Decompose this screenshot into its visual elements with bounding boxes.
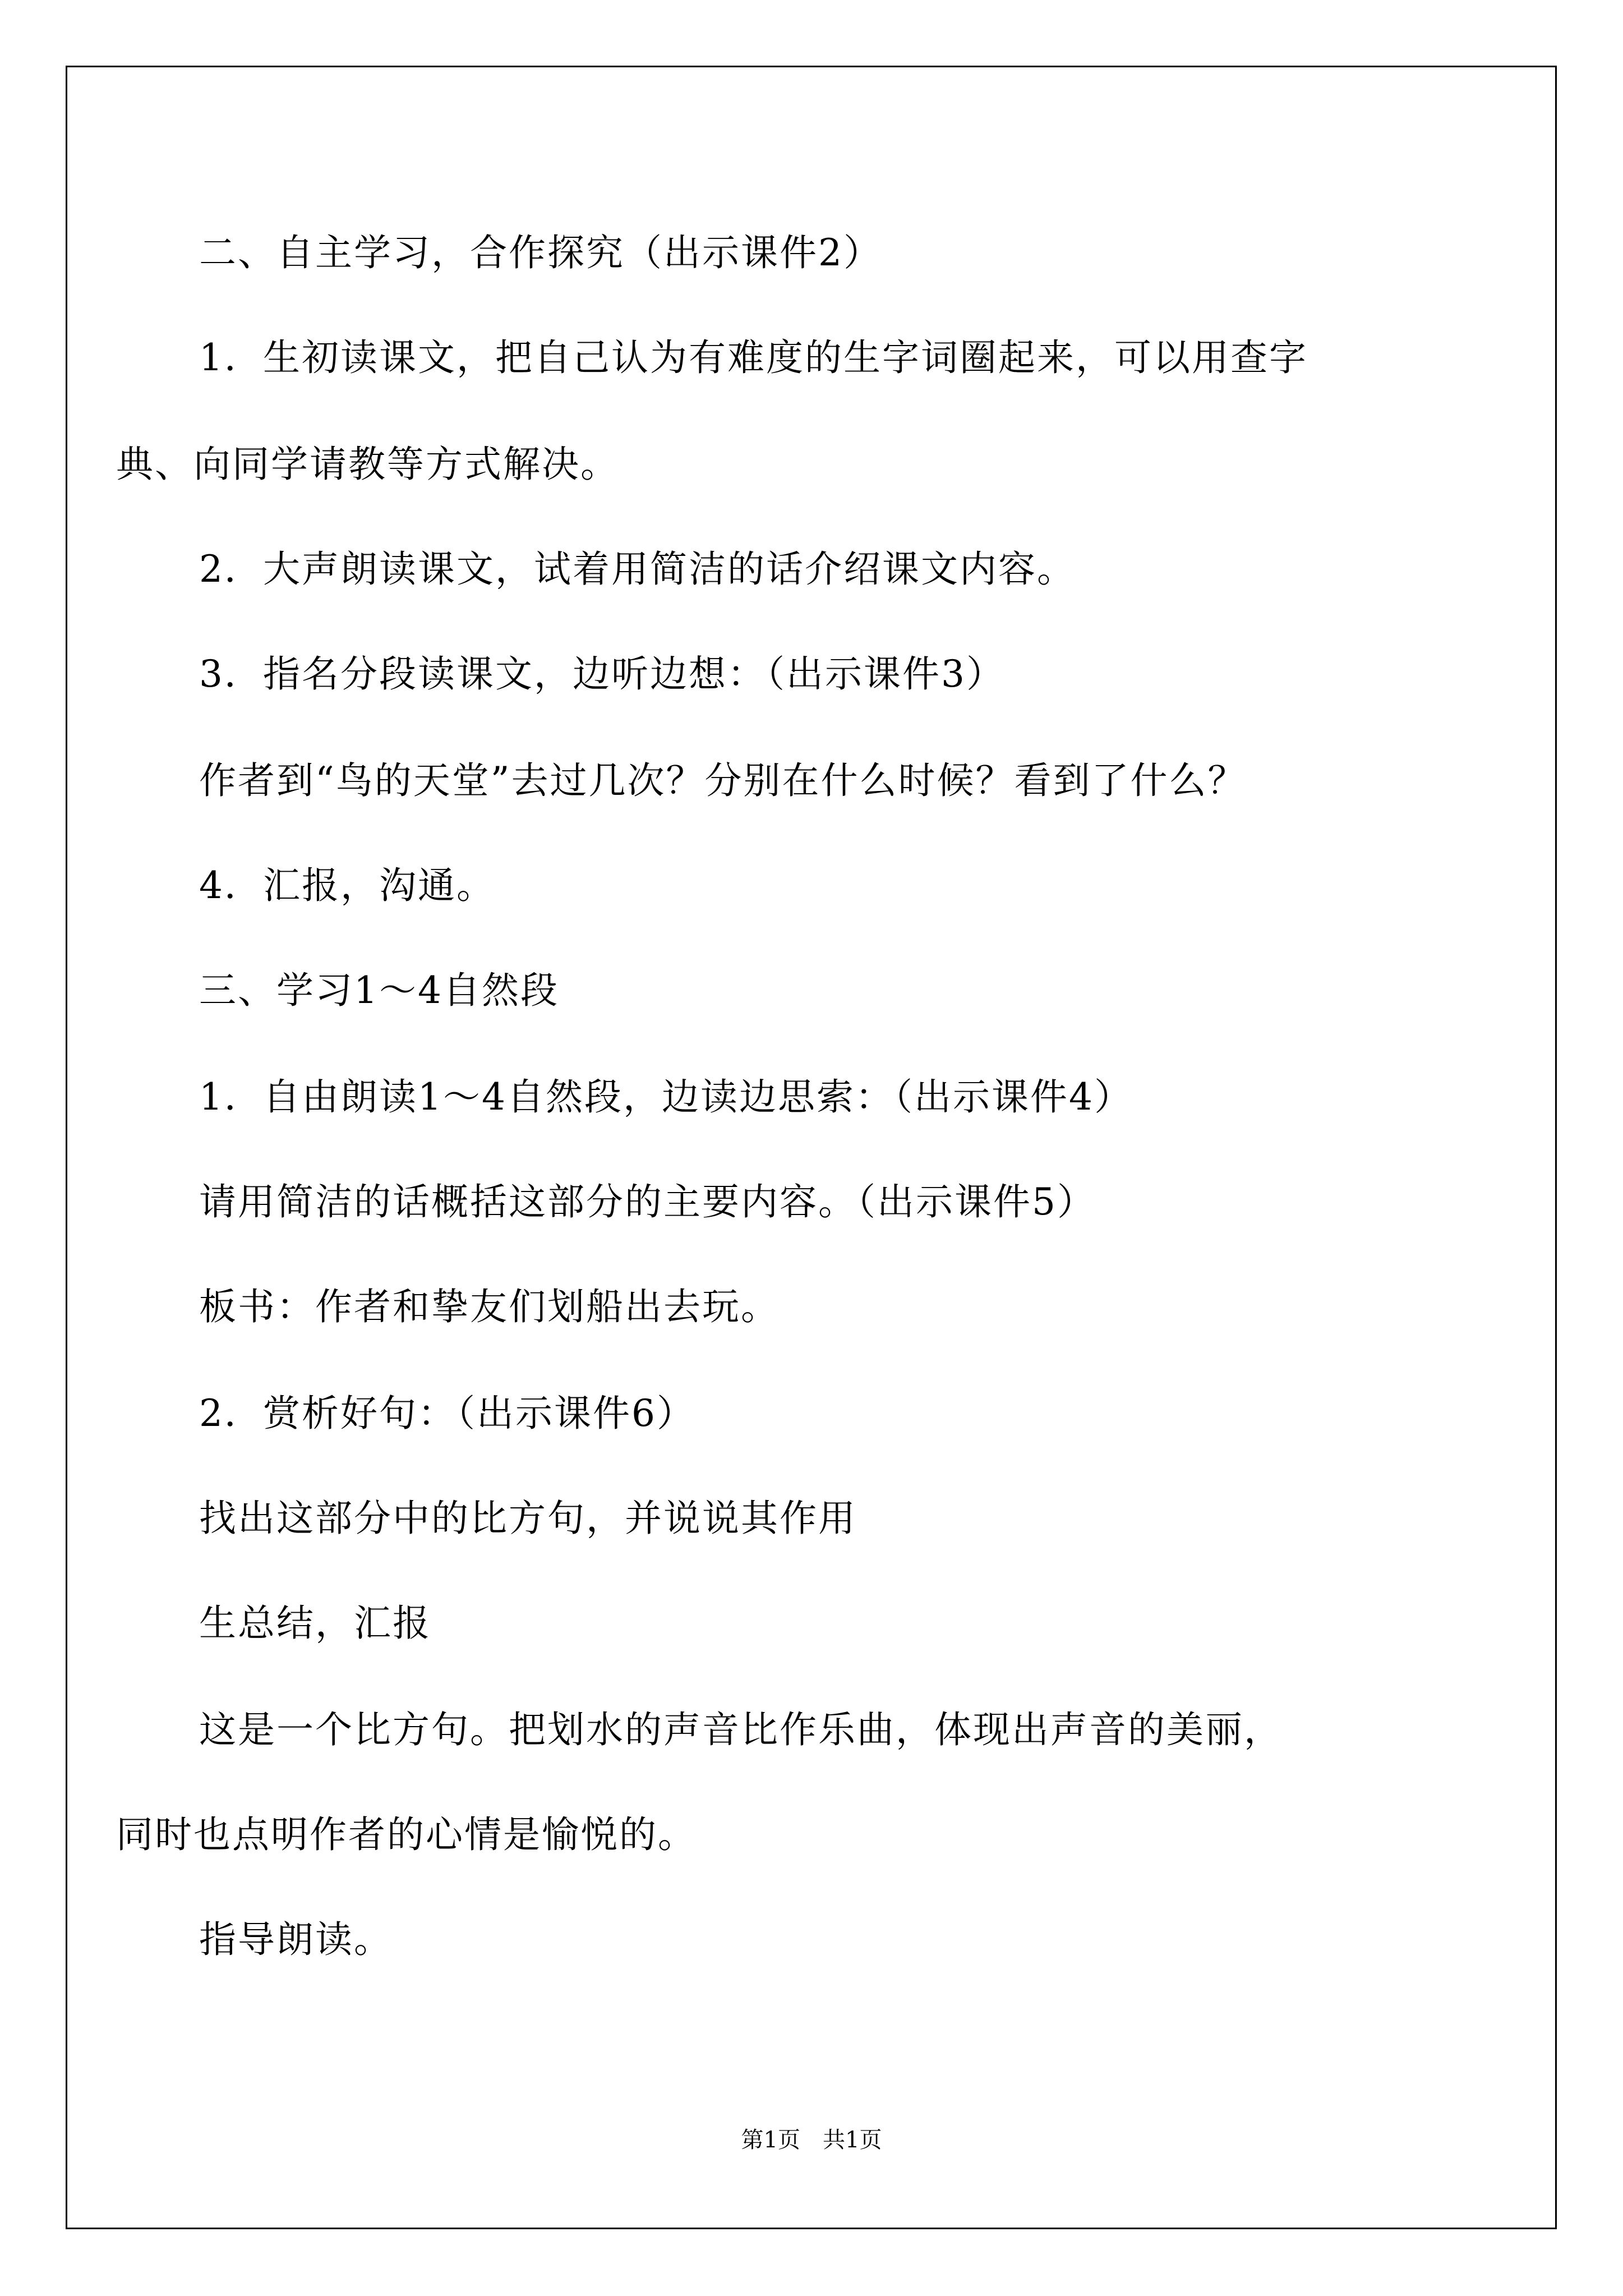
paragraph-student-report: 生总结，汇报 [199,1602,431,1645]
paragraph-1: 1．生初读课文，把自己认为有难度的生字词圈起来，可以用查字 [199,336,1308,379]
paragraph-blackboard: 板书：作者和挚友们划船出去玩。 [199,1285,780,1328]
paragraph-guided-reading: 指导朗读。 [199,1918,393,1961]
paragraph-metaphor-explanation: 这是一个比方句。把划水的声音比作乐曲，体现出声音的美丽， [199,1708,1283,1751]
paragraph-3-2: 2．赏析好句：（出示课件6） [199,1392,695,1435]
paragraph-4: 4．汇报，沟通。 [199,864,495,907]
paragraph-section-2-heading: 二、自主学习，合作探究（出示课件2） [199,231,882,274]
paragraph-3: 3．指名分段读课文，边听边想：（出示课件3） [199,652,1005,696]
paragraph-1-continued: 典、向同学请教等方式解决。 [116,443,619,486]
page-border [66,66,1557,2229]
paragraph-2: 2．大声朗读课文，试着用简洁的话介绍课文内容。 [199,547,1076,591]
page-number-footer: 第1页 共1页 [741,2127,882,2153]
paragraph-3-1: 1．自由朗读1～4自然段，边读边思索：（出示课件4） [199,1075,1133,1119]
paragraph-section-3-heading: 三、学习1～4自然段 [199,969,559,1012]
paragraph-question: 作者到“鸟的天堂”去过几次？分别在什么时候？看到了什么？ [199,759,1247,802]
paragraph-summary-task: 请用简洁的话概括这部分的主要内容。（出示课件5） [199,1180,1096,1223]
paragraph-metaphor-explanation-continued: 同时也点明作者的心情是愉悦的。 [116,1813,697,1856]
paragraph-find-metaphor: 找出这部分中的比方句，并说说其作用 [199,1497,857,1540]
